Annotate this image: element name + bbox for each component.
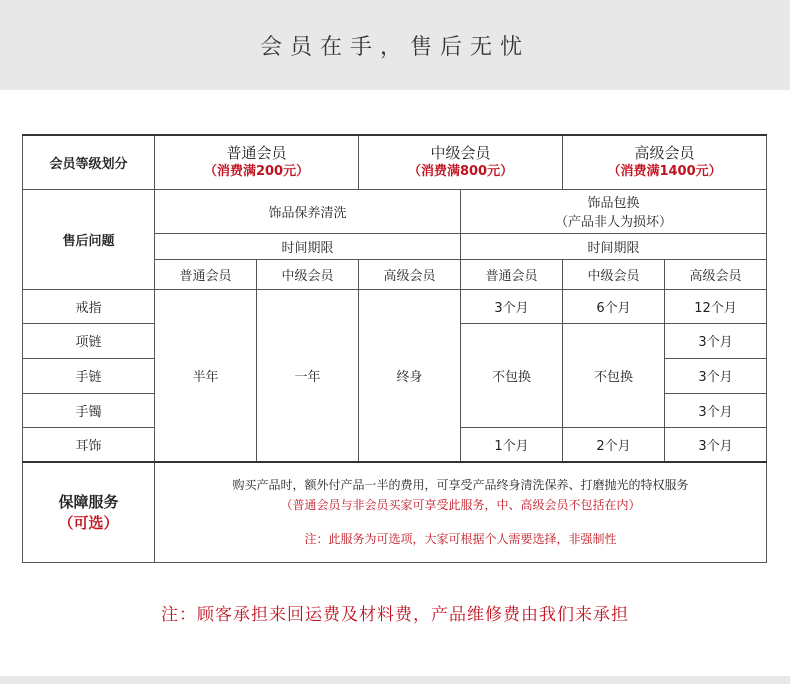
tier-high-price: （消费满1400元） bbox=[607, 164, 722, 180]
exchange-label-line2: （产品非人为损坏） bbox=[555, 215, 673, 230]
item-bracelet: 手链 bbox=[23, 358, 155, 393]
bangle-high-exchange: 3个月 bbox=[665, 393, 767, 427]
tier-mid-price: （消费满800元） bbox=[407, 164, 514, 180]
guarantee-line1: 购买产品时，额外付产品一半的费用，可享受产品终身清洗保养、打磨抛光的特权服务 bbox=[232, 478, 689, 493]
necklace-high-exchange: 3个月 bbox=[665, 323, 767, 358]
subtier-cell: 普通会员 bbox=[461, 259, 563, 289]
bracelet-high-exchange: 3个月 bbox=[665, 358, 767, 393]
item-necklace: 项链 bbox=[23, 323, 155, 358]
guarantee-label: 保障服务 bbox=[58, 493, 119, 512]
basic-no-exchange: 不包换 bbox=[461, 323, 563, 427]
bottom-divider bbox=[0, 676, 790, 684]
tier-basic-name: 普通会员 bbox=[226, 144, 287, 163]
guarantee-content bbox=[155, 462, 767, 562]
cleaning-label: 饰品保养清洗 bbox=[155, 189, 461, 233]
guarantee-line2: （普通会员与非会员买家可享受此服务，中、高级会员不包括在内） bbox=[280, 498, 641, 513]
subtier-cell: 高级会员 bbox=[665, 259, 767, 289]
item-bangle: 手镯 bbox=[23, 393, 155, 427]
earring-basic-exchange: 1个月 bbox=[461, 427, 563, 462]
item-ring: 戒指 bbox=[23, 289, 155, 323]
exchange-label bbox=[461, 189, 767, 233]
earring-high-exchange: 3个月 bbox=[665, 427, 767, 462]
after-sales-label: 售后问题 bbox=[23, 189, 155, 289]
cleaning-high-value: 终身 bbox=[359, 289, 461, 462]
subtier-cell: 中级会员 bbox=[563, 259, 665, 289]
exchange-period-label: 时间期限 bbox=[461, 233, 767, 259]
item-earring: 耳饰 bbox=[23, 427, 155, 462]
exchange-label-line1: 饰品包换 bbox=[587, 196, 640, 211]
tier-basic-price: （消费满200元） bbox=[203, 164, 310, 180]
cleaning-mid-value: 一年 bbox=[257, 289, 359, 462]
tier-mid bbox=[359, 135, 563, 189]
mid-no-exchange: 不包换 bbox=[563, 323, 665, 427]
page-title: 会员在手，售后无忧 bbox=[259, 34, 530, 60]
tier-high bbox=[563, 135, 767, 189]
guarantee-label-cell bbox=[23, 462, 155, 562]
tier-high-name: 高级会员 bbox=[634, 144, 695, 163]
guarantee-note: 注：此服务为可选项，大家可根据个人需要选择，非强制性 bbox=[304, 532, 617, 547]
membership-table bbox=[22, 134, 767, 563]
subtier-cell: 高级会员 bbox=[359, 259, 461, 289]
cleaning-basic-value: 半年 bbox=[155, 289, 257, 462]
subtier-cell: 普通会员 bbox=[155, 259, 257, 289]
cleaning-period-label: 时间期限 bbox=[155, 233, 461, 259]
guarantee-optional: （可选） bbox=[58, 514, 119, 533]
page-header bbox=[0, 0, 790, 90]
tier-row-label: 会员等级划分 bbox=[23, 135, 155, 189]
tier-basic bbox=[155, 135, 359, 189]
footer-note: 注：顾客承担来回运费及材料费，产品维修费由我们来承担 bbox=[161, 605, 629, 625]
tier-mid-name: 中级会员 bbox=[430, 144, 491, 163]
ring-basic-exchange: 3个月 bbox=[461, 289, 563, 323]
ring-high-exchange: 12个月 bbox=[665, 289, 767, 323]
earring-mid-exchange: 2个月 bbox=[563, 427, 665, 462]
subtier-cell: 中级会员 bbox=[257, 259, 359, 289]
ring-mid-exchange: 6个月 bbox=[563, 289, 665, 323]
